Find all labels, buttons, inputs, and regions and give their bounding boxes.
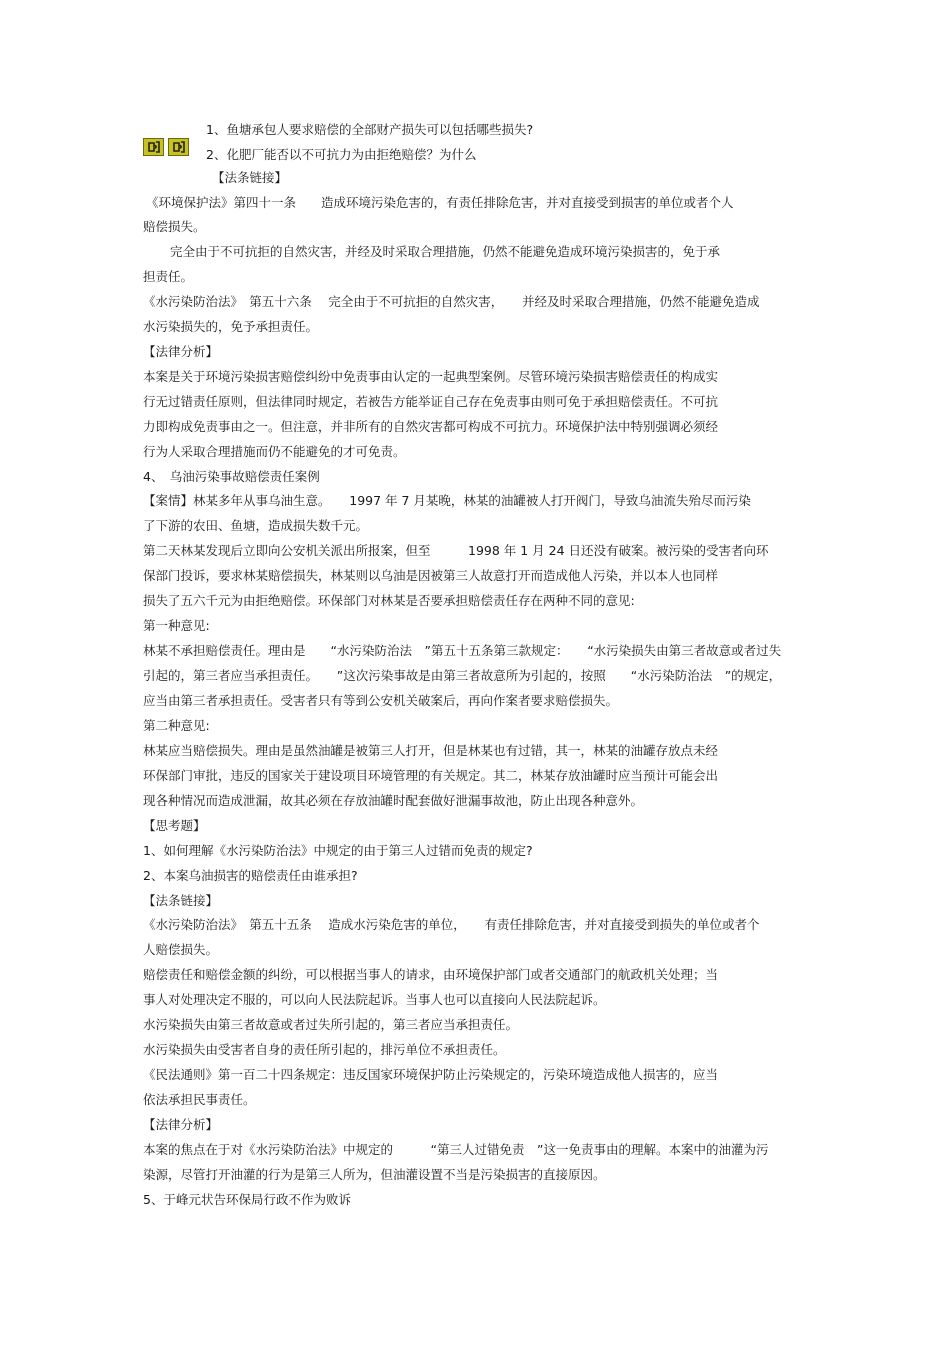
text-line: 力即构成免责事由之一。但注意，并非所有的自然灾害都可构成不可抗力。环境保护法中特别强调必须经 xyxy=(143,419,719,434)
question-line: 2、化肥厂能否以不可抗力为由拒绝赔偿？为什么 xyxy=(206,147,477,162)
text-line: 本案是关于环境污染损害赔偿纠纷中免责事由认定的一起典型案例。尽管环境污染损害赔偿责任的构成实 xyxy=(143,369,719,384)
text-line: 林某不承担赔偿责任。理由是 “水污染防治法 ”第五十五条第三款规定： “水污染损失由第三者故意或者过失 xyxy=(143,643,782,658)
text-line: 染源，尽管打开油灌的行为是第三人所为，但油灌设置不当是污染损害的直接原因。 xyxy=(143,1167,606,1182)
text-line: 人赔偿损失。 xyxy=(143,942,219,957)
section-heading: 【法律分析】 xyxy=(143,1117,219,1132)
text-line: 【案情】林某多年从事乌油生意。 1997 年 7 月某晚，林某的油罐被人打开阀门，导致乌油流失殆尽而污染 xyxy=(143,493,751,508)
text-line: 应当由第三者承担责任。受害者只有等到公安机关破案后，再向作案者要求赔偿损失。 xyxy=(143,693,619,708)
text-line: 《民法通则》第一百二十四条规定：违反国家环境保护防止污染规定的，污染环境造成他人损害的，应当 xyxy=(143,1067,719,1082)
puzzle-icon xyxy=(143,138,164,156)
section-heading: 【思考题】 xyxy=(143,818,206,833)
text-line: 第二种意见: xyxy=(143,718,210,733)
text-line: 林某应当赔偿损失。理由是虽然油罐是被第三人打开，但是林某也有过错，其一，林某的油罐存放点未经 xyxy=(143,743,719,758)
section-icon-group xyxy=(143,138,191,158)
text-line: 了下游的农田、鱼塘，造成损失数千元。 xyxy=(143,518,369,533)
puzzle-icon xyxy=(168,138,189,156)
text-line: 行为人采取合理措施而仍不能避免的才可免责。 xyxy=(143,444,406,459)
section-heading: 【法条链接】 xyxy=(212,170,288,185)
question-line: 1、鱼塘承包人要求赔偿的全部财产损失可以包括哪些损失? xyxy=(206,122,534,137)
text-line: 水污染损失的，免予承担责任。 xyxy=(143,319,319,334)
text-line: 水污染损失由第三者故意或者过失所引起的，第三者应当承担责任。 xyxy=(143,1017,519,1032)
text-line: 《水污染防治法》 第五十五条 造成水污染危害的单位， 有责任排除危害，并对直接受到损失的单位或者个 xyxy=(143,917,760,932)
text-line: 行无过错责任原则，但法律同时规定，若被告方能举证自己存在免责事由则可免于承担赔偿责任。不可抗 xyxy=(143,394,719,409)
text-line: 保部门投诉，要求林某赔偿损失，林某则以乌油是因被第三人故意打开而造成他人污染，并以本人也同样 xyxy=(143,568,719,583)
text-line: 完全由于不可抗拒的自然灾害，并经及时采取合理措施，仍然不能避免造成环境污染损害的，免于承 xyxy=(170,244,721,259)
case-heading: 5、于峰元状告环保局行政不作为败诉 xyxy=(143,1192,351,1207)
section-heading: 【法律分析】 xyxy=(143,344,219,359)
text-line: 水污染损失由受害者自身的责任所引起的，排污单位不承担责任。 xyxy=(143,1042,506,1057)
text-line: 2、本案乌油损害的赔偿责任由谁承担? xyxy=(143,868,358,883)
text-line: 引起的，第三者应当承担责任。 ”这次污染事故是由第三者故意所为引起的，按照 “水污染防治法 ”的规定， xyxy=(143,668,782,683)
case-heading: 4、 乌油污染事故赔偿责任案例 xyxy=(143,469,320,484)
text-line: 《环境保护法》第四十一条 造成环境污染危害的，有责任排除危害，并对直接受到损害的单位或者个人 xyxy=(146,195,734,210)
text-line: 环保部门审批，违反的国家关于建设项目环境管理的有关规定。其二，林某存放油罐时应当预计可能会出 xyxy=(143,768,719,783)
text-line: 第一种意见: xyxy=(143,618,210,633)
text-line: 本案的焦点在于对《水污染防治法》中规定的 “第三人过错免责 ”这一免责事由的理解。本案中的油灌为污 xyxy=(143,1142,769,1157)
text-line: 第二天林某发现后立即向公安机关派出所报案，但至 1998 年 1 月 24 日还没有破案。被污染的受害者向环 xyxy=(143,543,769,558)
text-line: 赔偿损失。 xyxy=(143,219,206,234)
text-line: 担责任。 xyxy=(143,269,194,284)
section-heading: 【法条链接】 xyxy=(143,893,219,908)
text-line: 损失了五六千元为由拒绝赔偿。环保部门对林某是否要承担赔偿责任存在两种不同的意见: xyxy=(143,593,635,608)
text-line: 依法承担民事责任。 xyxy=(143,1092,256,1107)
text-line: 1、如何理解《水污染防治法》中规定的由于第三人过错而免责的规定? xyxy=(143,843,533,858)
text-line: 赔偿责任和赔偿金额的纠纷，可以根据当事人的请求，由环境保护部门或者交通部门的航政机关处理；当 xyxy=(143,967,719,982)
text-line: 事人对处理决定不服的，可以向人民法院起诉。当事人也可以直接向人民法院起诉。 xyxy=(143,992,606,1007)
text-line: 《水污染防治法》 第五十六条 完全由于不可抗拒的自然灾害， 并经及时采取合理措施，仍然不能避免造成 xyxy=(143,294,760,309)
text-line: 现各种情况而造成泄漏，故其必须在存放油罐时配套做好泄漏事故池，防止出现各种意外。 xyxy=(143,793,644,808)
